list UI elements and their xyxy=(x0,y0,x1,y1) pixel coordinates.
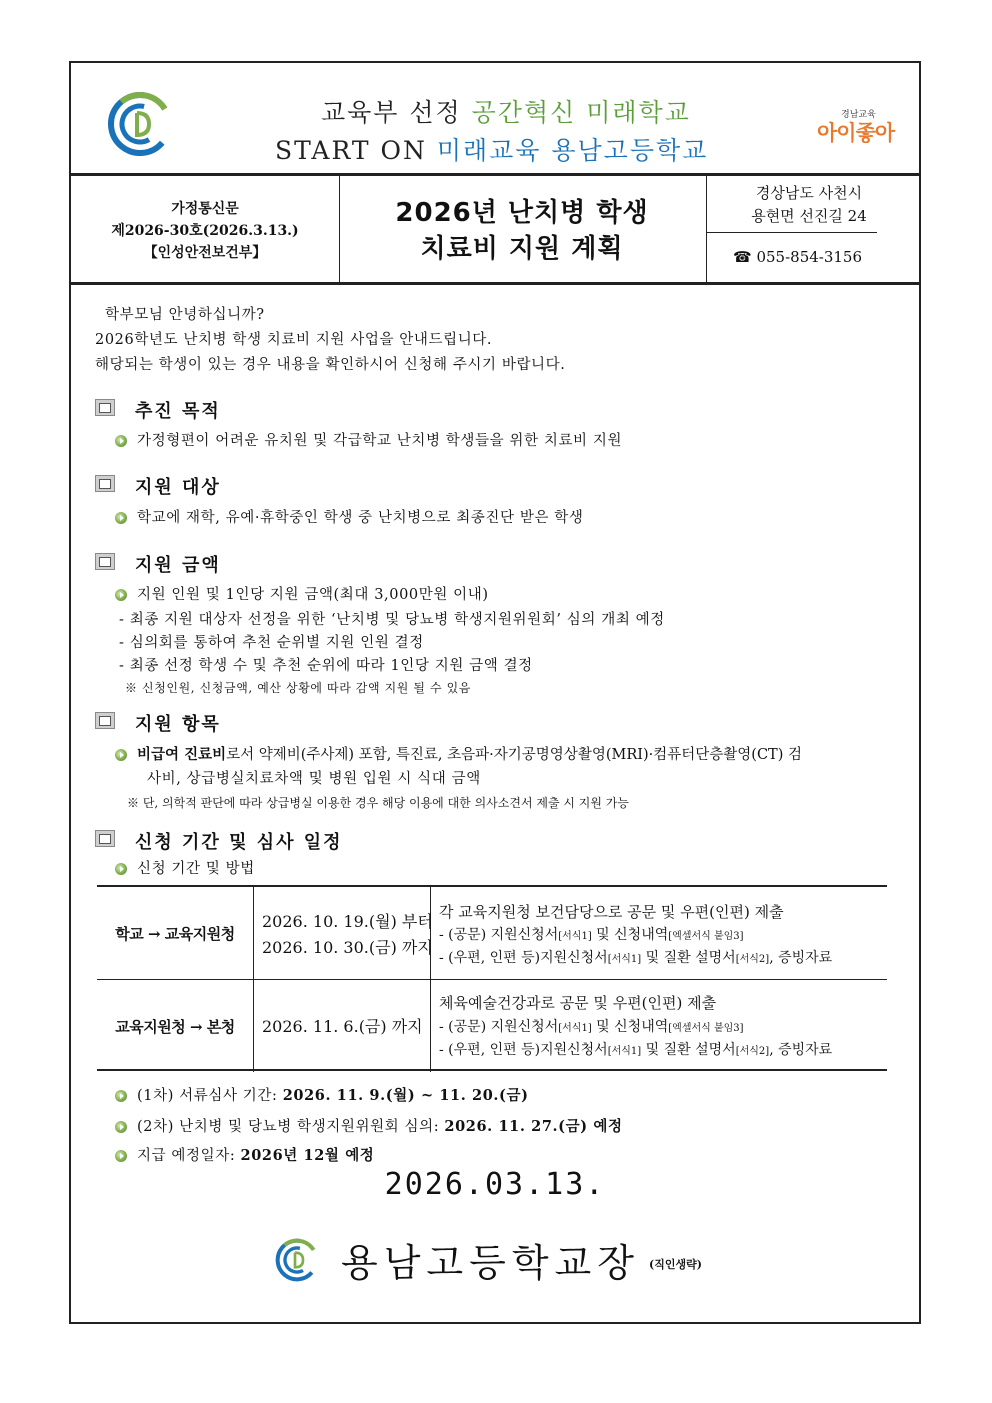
desc-text: 및 질환 설명서 xyxy=(641,950,736,966)
schedule-step-1 xyxy=(137,1084,529,1105)
header-line-1-b: 공간혁신 미래학교 xyxy=(471,98,691,127)
desc-text: - (우편, 인편 등)지원신청서 xyxy=(439,950,608,966)
schedule-table xyxy=(97,885,887,1071)
desc-form-ref: [서식2] xyxy=(735,954,770,965)
date-from: 2026. 10. 19.(월) 부터 xyxy=(262,912,433,931)
header-line-1-a: 교육부 선정 xyxy=(321,98,462,127)
section-heading: 지원 대상 xyxy=(135,477,221,498)
desc-form-ref: [엑셀서식 붙임3] xyxy=(668,1023,744,1034)
section-marker-icon xyxy=(95,712,117,730)
school-logo-icon xyxy=(275,1238,319,1282)
desc-text: , 증빙자료 xyxy=(769,1042,833,1058)
desc-form-ref: [서식1] xyxy=(607,954,642,965)
desc-form-ref: [서식1] xyxy=(558,931,592,942)
bullet-icon xyxy=(115,512,127,524)
desc-line-2 xyxy=(439,924,744,944)
section-marker-icon xyxy=(95,830,117,848)
signature xyxy=(275,1228,735,1288)
target-item: 학교에 재학, 유예·휴학중인 학생 중 난치병으로 최종진단 받은 학생 xyxy=(137,510,584,526)
section-heading: 지원 금액 xyxy=(135,555,221,576)
desc-text: 및 신청내역 xyxy=(591,927,669,943)
table-cell-date xyxy=(254,980,431,1072)
date-to: 2026. 10. 30.(금) 까지 xyxy=(262,938,433,957)
schedule-step-3 xyxy=(137,1144,374,1165)
intro-line-2: 2026학년도 난치병 학생 치료비 지원 사업을 안내드립니다. xyxy=(95,332,493,348)
contact-divider xyxy=(707,232,877,233)
table-cell-who: 학교 → 교육지원청 xyxy=(97,887,254,979)
desc-form-ref: [서식2] xyxy=(735,1046,770,1057)
table-cell-desc xyxy=(439,980,887,1072)
table-cell-desc xyxy=(439,887,887,979)
desc-text: 및 질환 설명서 xyxy=(641,1042,736,1058)
amount-note: ※ 신청인원, 신청금액, 예산 상황에 따라 감액 지원 될 수 있음 xyxy=(125,681,471,695)
title-line-1: 2026년 난치병 학생 xyxy=(395,198,649,228)
principal-title: 용남고등학교장 xyxy=(341,1241,640,1285)
title-line-2: 치료비 지원 계획 xyxy=(420,234,624,264)
header xyxy=(71,63,919,173)
desc-form-ref: [서식1] xyxy=(558,1023,592,1034)
items-note: ※ 단, 의학적 판단에 따라 상급병실 이용한 경우 해당 이용에 대한 의사소견서 제출 시 지원 가능 xyxy=(127,796,629,810)
items-item-line-2: 사비, 상급병실치료차액 및 병원 입원 시 식대 금액 xyxy=(147,771,481,787)
brand-small-text: 경남교육 xyxy=(841,110,876,120)
intro-greeting: 학부모님 안녕하십니까? xyxy=(105,307,265,323)
brand-logo xyxy=(813,101,897,151)
contact-info xyxy=(706,176,920,282)
bullet-icon xyxy=(115,435,127,447)
amount-sub-1: - 최종 지원 대상자 선정을 위한 ‘난치병 및 당뇨병 학생지원위원회’ 심의 개최 예정 xyxy=(119,612,665,628)
amount-sub-2: - 심의회를 통하여 추천 순위별 지원 인원 결정 xyxy=(119,635,424,651)
bullet-icon xyxy=(115,1090,127,1102)
brand-big-text: 아이좋아 xyxy=(817,121,895,145)
desc-line-1: 각 교육지원청 보건담당으로 공문 및 우편(인편) 제출 xyxy=(439,903,784,921)
items-item-rest: 로서 약제비(주사제) 포함, 특진료, 초음파·자기공명영상촬영(MRI)·컴퓨터단층촬영(CT) 검 xyxy=(226,747,802,763)
header-line-2-a: START ON xyxy=(275,136,427,165)
section-marker-icon xyxy=(95,399,117,417)
section-marker-icon xyxy=(95,553,117,571)
table-row xyxy=(97,887,887,979)
desc-line-2 xyxy=(439,1016,744,1036)
table-cell-who: 교육지원청 → 본청 xyxy=(97,980,254,1072)
step-value: 2026. 11. 9.(월) ~ 11. 20.(금) xyxy=(282,1087,529,1104)
address-line-1: 경상남도 사천시 xyxy=(755,184,863,202)
bullet-icon xyxy=(115,1150,127,1162)
amount-sub-3: - 최종 선정 학생 수 및 추천 순위에 따라 1인당 지원 금액 결정 xyxy=(119,658,533,674)
section-heading: 신청 기간 및 심사 일정 xyxy=(135,832,343,853)
desc-form-ref: [엑셀서식 붙임3] xyxy=(668,931,744,942)
seal-omitted-note: (직인생략) xyxy=(649,1258,702,1271)
desc-form-ref: [서식1] xyxy=(607,1046,642,1057)
section-heading: 추진 목적 xyxy=(135,401,221,422)
header-line-2 xyxy=(275,131,708,167)
step-label: 지급 예정일자: xyxy=(137,1148,241,1164)
step-label: (2차) 난치병 및 당뇨병 학생지원위원회 심의: xyxy=(137,1119,445,1135)
info-band xyxy=(71,173,919,285)
desc-text: - (우편, 인편 등)지원신청서 xyxy=(439,1042,608,1058)
amount-item: 지원 인원 및 1인당 지원 금액(최대 3,000만원 이내) xyxy=(137,587,489,603)
intro-line-3: 해당되는 학생이 있는 경우 내용을 확인하시어 신청해 주시기 바랍니다. xyxy=(95,357,566,373)
header-line-1 xyxy=(321,93,691,129)
schedule-sub: 신청 기간 및 방법 xyxy=(137,861,255,877)
bullet-icon xyxy=(115,749,127,761)
header-line-2-b: 미래교육 용남고등학교 xyxy=(436,136,709,165)
notice-type: 가정통신문 xyxy=(171,201,239,217)
desc-text: , 증빙자료 xyxy=(769,950,833,966)
desc-line-3 xyxy=(439,947,832,967)
desc-line-1: 체육예술건강과로 공문 및 우편(인편) 제출 xyxy=(439,994,717,1012)
step-label: (1차) 서류심사 기간: xyxy=(137,1088,283,1104)
notice-info xyxy=(71,176,340,282)
schedule-step-2 xyxy=(137,1115,623,1136)
section-marker-icon xyxy=(95,475,117,493)
notice-dept: 【인성안전보건부】 xyxy=(143,245,267,261)
bullet-icon xyxy=(115,863,127,875)
date-to: 2026. 11. 6.(금) 까지 xyxy=(262,1017,423,1036)
desc-line-3 xyxy=(439,1039,832,1059)
document-frame xyxy=(69,61,921,1324)
table-cell-date xyxy=(254,887,431,979)
school-logo-icon xyxy=(107,91,173,157)
desc-text: 및 신청내역 xyxy=(591,1019,669,1035)
bullet-icon xyxy=(115,1121,127,1133)
bullet-icon xyxy=(115,589,127,601)
desc-text: - (공문) 지원신청서 xyxy=(439,927,559,943)
items-item-bold: 비급여 진료비 xyxy=(137,746,227,763)
step-value: 2026. 11. 27.(금) 예정 xyxy=(444,1118,623,1135)
purpose-item: 가정형편이 어려운 유치원 및 각급학교 난치병 학생들을 위한 치료비 지원 xyxy=(137,433,623,449)
items-item xyxy=(137,743,802,764)
section-heading: 지원 항목 xyxy=(135,714,221,735)
table-row xyxy=(97,979,887,1072)
desc-text: - (공문) 지원신청서 xyxy=(439,1019,559,1035)
notice-number: 제2026-30호(2026.3.13.) xyxy=(111,223,299,239)
issue-date: 2026.03.13. xyxy=(384,1167,606,1202)
step-value: 2026년 12월 예정 xyxy=(240,1147,375,1164)
phone-number: ☎ 055-854-3156 xyxy=(733,248,863,266)
address-line-2: 용현면 선진길 24 xyxy=(751,207,867,225)
